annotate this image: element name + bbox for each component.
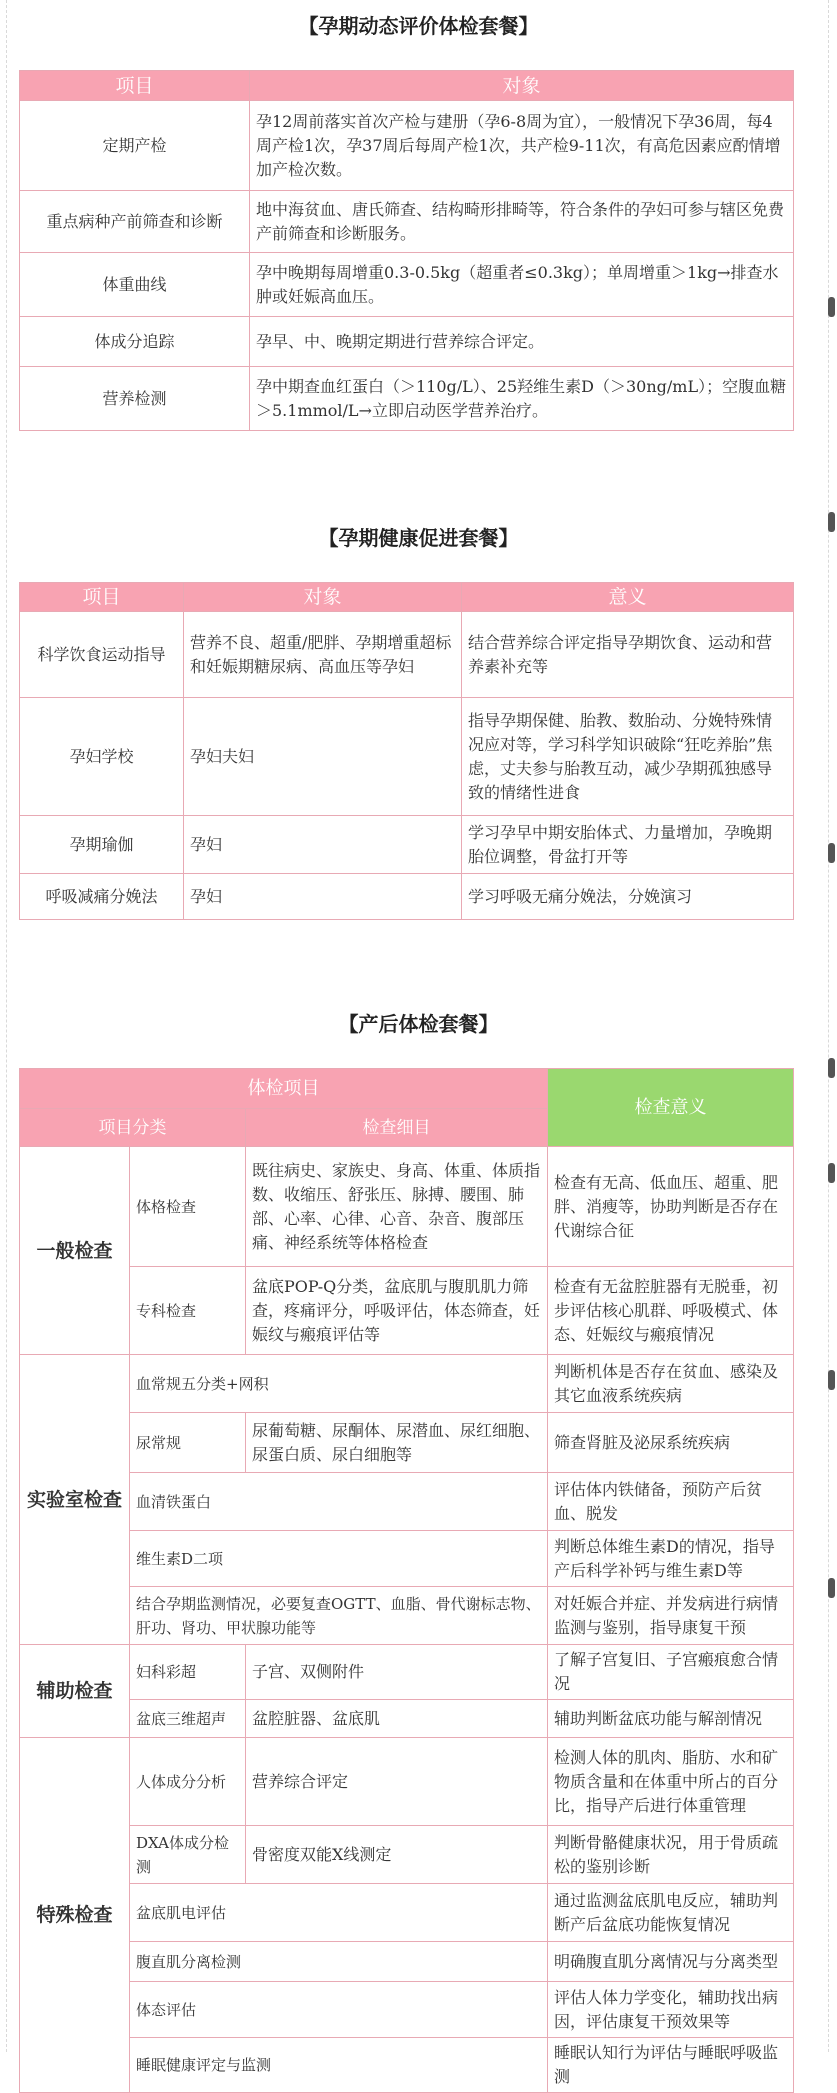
item-cell: 营养检测: [20, 367, 250, 431]
table-row: [20, 191, 794, 253]
category-cell: 人体成分分析: [130, 1738, 246, 1826]
section2-header-meaning: 意义: [462, 583, 794, 612]
category-cell: 维生素D二项: [130, 1531, 548, 1587]
item-cell: 定期产检: [20, 101, 250, 191]
detail-cell: 盆腔脏器、盆底肌: [246, 1700, 548, 1738]
table-row: [20, 2038, 794, 2093]
table-row: [20, 1473, 794, 1531]
detail-cell: 盆底POP-Q分类，盆底肌与腹肌肌力筛查，疼痛评分，呼吸评估，体态筛查，妊娠纹与瘢痕评估等: [246, 1267, 548, 1355]
table-row: [20, 1700, 794, 1738]
meaning-cell: 检查有无盆腔脏器有无脱垂，初步评估核心肌群、呼吸模式、体态、妊娠纹与瘢痕情况: [548, 1267, 794, 1355]
section2-table: [19, 582, 794, 920]
group-name: 实验室检查: [20, 1355, 130, 1645]
section1-header-item: 项目: [20, 71, 250, 101]
table-row: [20, 317, 794, 367]
meaning-cell: 明确腹直肌分离情况与分离类型: [548, 1942, 794, 1982]
table-row: [20, 367, 794, 431]
item-cell: 科学饮食运动指导: [20, 612, 184, 698]
group-name: 辅助检查: [20, 1645, 130, 1738]
meaning-cell: 判断机体是否存在贫血、感染及其它血液系统疾病: [548, 1355, 794, 1413]
item-cell: 体成分追踪: [20, 317, 250, 367]
category-cell: 盆底肌电评估: [130, 1884, 548, 1942]
table-row: [20, 698, 794, 816]
category-cell: DXA体成分检测: [130, 1826, 246, 1884]
category-cell: 体态评估: [130, 1982, 548, 2038]
table-row: [20, 1587, 794, 1645]
table-row: [20, 253, 794, 317]
category-cell: 专科检查: [130, 1267, 246, 1355]
header-meaning: 检查意义: [548, 1069, 794, 1147]
category-cell: 血常规五分类+网积: [130, 1355, 548, 1413]
item-cell: 孕期瑜伽: [20, 816, 184, 874]
desc-cell: 孕中期查血红蛋白（＞110g/L）、25羟维生素D（＞30ng/mL）；空腹血糖＞5.1mmol/L→立即启动医学营养治疗。: [250, 367, 794, 431]
meaning-cell: 判断骨骼健康状况，用于骨质疏松的鉴别诊断: [548, 1826, 794, 1884]
category-cell: 体格检查: [130, 1147, 246, 1267]
scroll-marker: [828, 1163, 835, 1183]
table-row: [20, 1942, 794, 1982]
category-cell: 尿常规: [130, 1413, 246, 1473]
desc-cell: 孕早、中、晚期定期进行营养综合评定。: [250, 317, 794, 367]
target-cell: 孕妇: [184, 874, 462, 920]
meaning-cell: 判断总体维生素D的情况，指导产后科学补钙与维生素D等: [548, 1531, 794, 1587]
table-row: [20, 1982, 794, 2038]
meaning-cell: 通过监测盆底肌电反应，辅助判断产后盆底功能恢复情况: [548, 1884, 794, 1942]
section3-title: 【产后体检套餐】: [338, 1012, 499, 1036]
table-row: [20, 1645, 794, 1700]
table-row: [20, 1738, 794, 1826]
meaning-cell: 了解子宫复旧、子宫瘢痕愈合情况: [548, 1645, 794, 1700]
table-row: [20, 1147, 794, 1267]
category-cell: 盆底三维超声: [130, 1700, 246, 1738]
detail-cell: 既往病史、家族史、身高、体重、体质指数、收缩压、舒张压、脉搏、腰围、肺部、心率、心律、心音、杂音、腹部压痛、神经系统等体格检查: [246, 1147, 548, 1267]
section2-title: 【孕期健康促进套餐】: [318, 526, 519, 550]
category-cell: 妇科彩超: [130, 1645, 246, 1700]
meaning-cell: 结合营养综合评定指导孕期饮食、运动和营养素补充等: [462, 612, 794, 698]
table-row: [20, 1531, 794, 1587]
item-cell: 体重曲线: [20, 253, 250, 317]
meaning-cell: 学习呼吸无痛分娩法，分娩演习: [462, 874, 794, 920]
scroll-marker: [828, 1058, 835, 1078]
item-cell: 呼吸减痛分娩法: [20, 874, 184, 920]
category-cell: 血清铁蛋白: [130, 1473, 548, 1531]
scroll-marker: [828, 1578, 835, 1598]
table-row: [20, 1355, 794, 1413]
section3-table: [19, 1068, 794, 2093]
group-name: 一般检查: [20, 1147, 130, 1355]
category-cell: 睡眠健康评定与监测: [130, 2038, 548, 2093]
table-row: [20, 612, 794, 698]
target-cell: 孕妇夫妇: [184, 698, 462, 816]
meaning-cell: 评估体内铁储备，预防产后贫血、脱发: [548, 1473, 794, 1531]
table-row: [20, 1267, 794, 1355]
detail-cell: 营养综合评定: [246, 1738, 548, 1826]
section1-table: [19, 70, 794, 431]
meaning-cell: 评估人体力学变化，辅助找出病因，评估康复干预效果等: [548, 1982, 794, 2038]
item-cell: 孕妇学校: [20, 698, 184, 816]
scroll-marker: [828, 1370, 835, 1390]
table-row: [20, 1826, 794, 1884]
desc-cell: 地中海贫血、唐氏筛查、结构畸形排畸等，符合条件的孕妇可参与辖区免费产前筛查和诊断服务。: [250, 191, 794, 253]
item-cell: 重点病种产前筛查和诊断: [20, 191, 250, 253]
detail-cell: 子宫、双侧附件: [246, 1645, 548, 1700]
table-row: [20, 1413, 794, 1473]
meaning-cell: 筛查肾脏及泌尿系统疾病: [548, 1413, 794, 1473]
scroll-marker: [828, 297, 835, 317]
header-group: 体检项目: [20, 1069, 548, 1109]
desc-cell: 孕中晚期每周增重0.3-0.5kg（超重者≤0.3kg）；单周增重＞1kg→排查水肿或妊娠高血压。: [250, 253, 794, 317]
section2-header-target: 对象: [184, 583, 462, 612]
meaning-cell: 学习孕早中期安胎体式、力量增加，孕晚期胎位调整，骨盆打开等: [462, 816, 794, 874]
desc-cell: 孕12周前落实首次产检与建册（孕6-8周为宜），一般情况下孕36周，每4周产检1次，孕37周后每周产检1次，共产检9-11次，有高危因素应酌情增加产检次数。: [250, 101, 794, 191]
section1-title: 【孕期动态评价体检套餐】: [298, 14, 539, 38]
meaning-cell: 辅助判断盆底功能与解剖情况: [548, 1700, 794, 1738]
table-row: [20, 874, 794, 920]
meaning-cell: 对妊娠合并症、并发病进行病情监测与鉴别，指导康复干预: [548, 1587, 794, 1645]
section2-header-item: 项目: [20, 583, 184, 612]
category-cell: 腹直肌分离检测: [130, 1942, 548, 1982]
meaning-cell: 检查有无高、低血压、超重、肥胖、消瘦等，协助判断是否存在代谢综合征: [548, 1147, 794, 1267]
meaning-cell: 指导孕期保健、胎教、数胎动、分娩特殊情况应对等，学习科学知识破除“狂吃养胎”焦虑，丈夫参与胎教互动，减少孕期孤独感导致的情绪性进食: [462, 698, 794, 816]
meaning-cell: 睡眠认知行为评估与睡眠呼吸监测: [548, 2038, 794, 2093]
scroll-marker: [828, 843, 835, 863]
table-row: [20, 1884, 794, 1942]
header-category: 项目分类: [20, 1109, 246, 1147]
meaning-cell: 检测人体的肌肉、脂肪、水和矿物质含量和在体重中所占的百分比，指导产后进行体重管理: [548, 1738, 794, 1826]
table-row: [20, 816, 794, 874]
category-cell: 结合孕期监测情况，必要复查OGTT、血脂、骨代谢标志物、肝功、肾功、甲状腺功能等: [130, 1587, 548, 1645]
target-cell: 营养不良、超重/肥胖、孕期增重超标和妊娠期糖尿病、高血压等孕妇: [184, 612, 462, 698]
detail-cell: 骨密度双能X线测定: [246, 1826, 548, 1884]
table-row: [20, 101, 794, 191]
detail-cell: 尿葡萄糖、尿酮体、尿潜血、尿红细胞、尿蛋白质、尿白细胞等: [246, 1413, 548, 1473]
target-cell: 孕妇: [184, 816, 462, 874]
section1-header-target: 对象: [250, 71, 794, 101]
group-name: 特殊检查: [20, 1738, 130, 2093]
header-detail: 检查细目: [246, 1109, 548, 1147]
